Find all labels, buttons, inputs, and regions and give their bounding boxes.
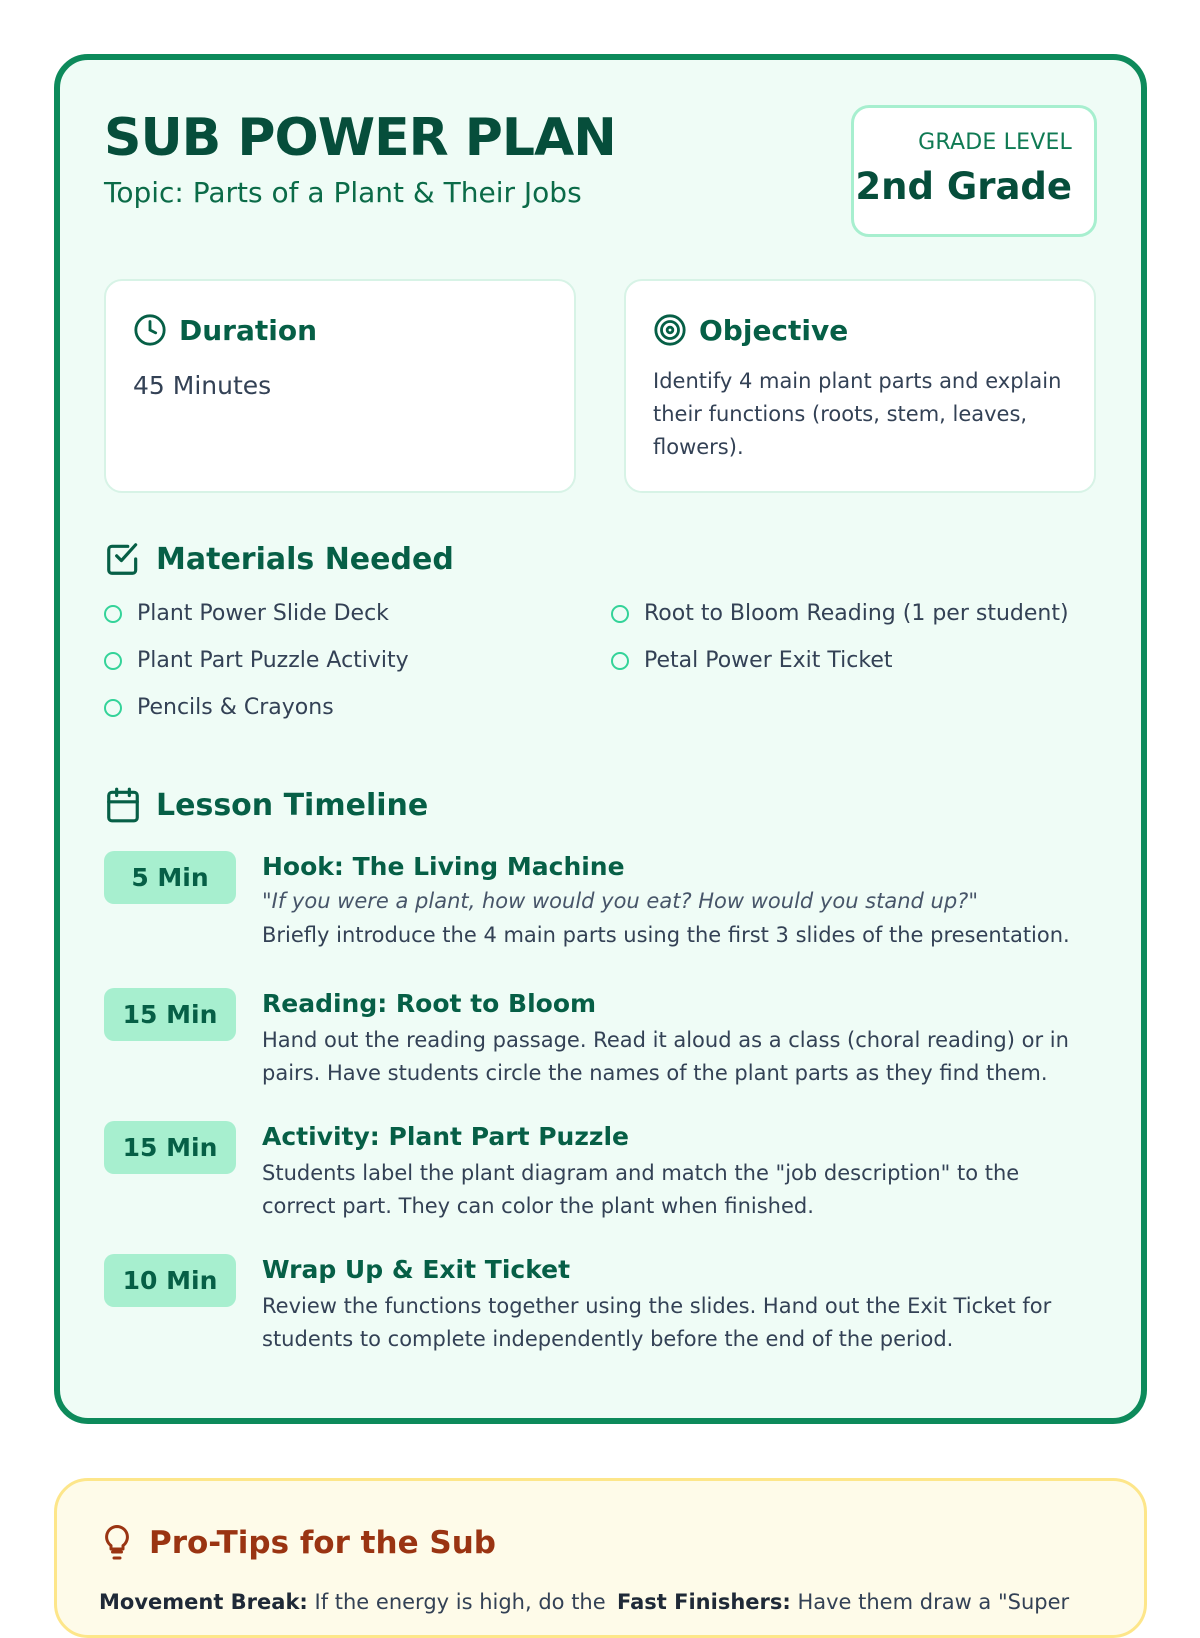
tip-movement-break bbox=[99, 1590, 606, 1614]
duration-header bbox=[133, 313, 317, 347]
duration-badge: 5 Min bbox=[104, 851, 236, 904]
timeline-item-title: Wrap Up & Exit Ticket bbox=[262, 1255, 571, 1284]
timeline-item-title: Activity: Plant Part Puzzle bbox=[262, 1122, 629, 1151]
duration-badge: 15 Min bbox=[104, 988, 236, 1041]
bullet-circle-icon bbox=[104, 605, 122, 623]
material-item bbox=[104, 695, 334, 720]
material-item bbox=[611, 648, 892, 673]
pro-tips-card bbox=[54, 1478, 1147, 1638]
timeline-item-title: Hook: The Living Machine bbox=[262, 852, 625, 881]
sub-plan-card bbox=[54, 54, 1147, 1424]
material-label: Pencils & Crayons bbox=[137, 695, 334, 720]
calendar-icon bbox=[104, 786, 142, 824]
material-item bbox=[104, 601, 389, 626]
checkbox-icon bbox=[104, 540, 142, 578]
timeline-item-desc: Hand out the reading passage. Read it aloud as a class (choral reading) or in pairs. Have students circle the names of the plant parts as they find them. bbox=[262, 1028, 1069, 1085]
timeline-item-desc: Students label the plant diagram and match the "job description" to the correct part. They can color the plant when finished. bbox=[262, 1161, 1020, 1218]
timeline-item bbox=[262, 852, 1092, 952]
tip-text: Have them draw a "Super bbox=[790, 1590, 1070, 1614]
target-icon bbox=[653, 313, 687, 347]
page-title: SUB POWER PLAN bbox=[104, 108, 616, 168]
material-item bbox=[104, 648, 409, 673]
timeline-item-title: Reading: Root to Bloom bbox=[262, 989, 597, 1018]
tip-label: Fast Finishers: bbox=[617, 1590, 791, 1614]
material-label: Plant Power Slide Deck bbox=[137, 601, 389, 626]
timeline-item bbox=[262, 989, 1092, 1090]
duration-value: 45 Minutes bbox=[133, 371, 272, 400]
timeline-item bbox=[262, 1255, 1092, 1356]
objective-text: Identify 4 main plant parts and explain their functions (roots, stem, leaves, flowers). bbox=[653, 369, 1062, 459]
duration-card bbox=[104, 279, 576, 493]
objective-title: Objective bbox=[699, 313, 849, 347]
timeline-item-quote: "If you were a plant, how would you eat? How would you stand up?" bbox=[262, 889, 978, 913]
timeline-item bbox=[262, 1122, 1092, 1223]
topic-subtitle: Topic: Parts of a Plant & Their Jobs bbox=[104, 176, 582, 209]
grade-level-label: GRADE LEVEL bbox=[918, 130, 1072, 155]
bullet-circle-icon bbox=[611, 605, 629, 623]
material-label: Plant Part Puzzle Activity bbox=[137, 648, 409, 673]
bullet-circle-icon bbox=[104, 652, 122, 670]
tips-header bbox=[99, 1523, 496, 1563]
timeline-item-desc: Briefly introduce the 4 main parts using the first 3 slides of the presentation. bbox=[262, 923, 1070, 947]
materials-title: Materials Needed bbox=[156, 541, 454, 577]
grade-level-box bbox=[851, 105, 1097, 237]
materials-header bbox=[104, 540, 454, 578]
duration-badge: 10 Min bbox=[104, 1254, 236, 1307]
clock-icon bbox=[133, 313, 167, 347]
grade-level-value: 2nd Grade bbox=[855, 165, 1072, 208]
tip-fast-finishers bbox=[617, 1590, 1069, 1614]
timeline-header bbox=[104, 786, 428, 824]
timeline-title: Lesson Timeline bbox=[156, 787, 429, 823]
material-label: Petal Power Exit Ticket bbox=[644, 648, 893, 673]
duration-title: Duration bbox=[179, 313, 318, 347]
bullet-circle-icon bbox=[104, 699, 122, 717]
lightbulb-icon bbox=[99, 1523, 135, 1563]
timeline-item-desc: Review the functions together using the slides. Hand out the Exit Ticket for students to complete independently before the end of the period. bbox=[262, 1294, 1052, 1351]
tips-title: Pro-Tips for the Sub bbox=[149, 1525, 496, 1561]
tip-text: If the energy is high, do the bbox=[307, 1590, 606, 1614]
material-label: Root to Bloom Reading (1 per student) bbox=[644, 601, 1069, 626]
objective-card bbox=[624, 279, 1096, 493]
duration-badge: 15 Min bbox=[104, 1121, 236, 1174]
tip-label: Movement Break: bbox=[99, 1590, 308, 1614]
bullet-circle-icon bbox=[611, 652, 629, 670]
objective-header bbox=[653, 313, 848, 347]
material-item bbox=[611, 601, 1069, 626]
